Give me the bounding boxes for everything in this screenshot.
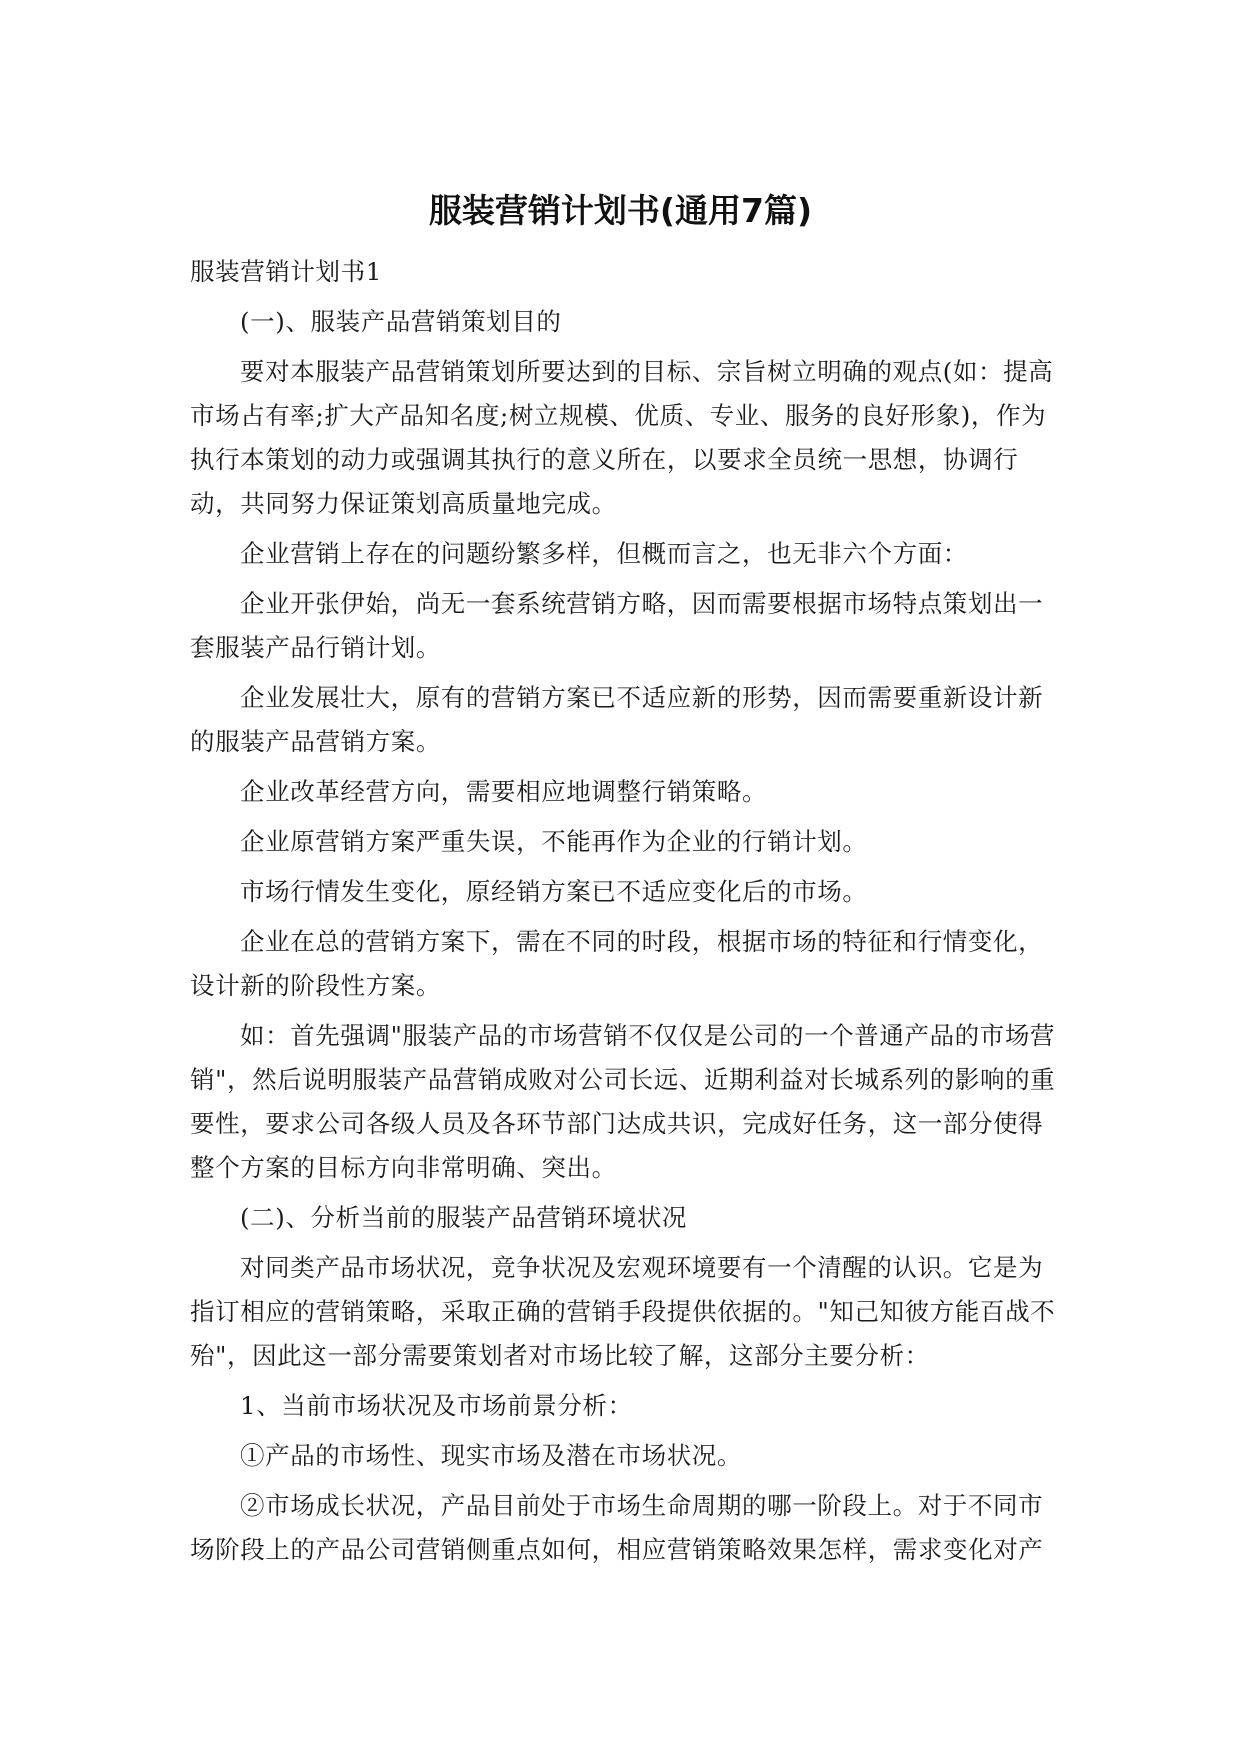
document-body [190, 250, 1060, 1578]
paragraph: 企业发展壮大，原有的营销方案已不适应新的形势，因而需要重新设计新的服装产品营销方案。 [190, 683, 1044, 756]
paragraph: 如：首先强调"服装产品的市场营销不仅仅是公司的一个普通产品的市场营销"，然后说明服装产品营销成败对公司长远、近期利益对长城系列的影响的重要性，要求公司各级人员及各环节部门达成共识，完成好任务，这一部分使得整个方案的目标方向非常明确、突出。 [190, 1021, 1056, 1182]
paragraph: 对同类产品市场状况，竞争状况及宏观环境要有一个清醒的认识。它是为指订相应的营销策略，采取正确的营销手段提供依据的。"知己知彼方能百战不殆"，因此这一部分需要策划者对市场比较了解，这部分主要分析： [190, 1253, 1056, 1370]
paragraph: 1、当前市场状况及市场前景分析： [240, 1391, 633, 1420]
document-title: 服装营销计划书(通用7篇) [428, 191, 813, 230]
paragraph: 企业改革经营方向，需要相应地调整行销策略。 [240, 777, 768, 806]
paragraph: ①产品的市场性、现实市场及潜在市场状况。 [240, 1441, 742, 1470]
paragraph: 企业开张伊始，尚无一套系统营销方略，因而需要根据市场特点策划出一套服装产品行销计划。 [190, 589, 1044, 662]
paragraph: ②市场成长状况，产品目前处于市场生命周期的哪一阶段上。对于不同市场阶段上的产品公司营销侧重点如何，相应营销策略效果怎样，需求变化对产 [190, 1491, 1044, 1564]
paragraph: 企业原营销方案严重失误，不能再作为企业的行销计划。 [240, 827, 868, 856]
paragraph: 企业营销上存在的问题纷繁多样，但概而言之，也无非六个方面： [240, 539, 968, 568]
paragraph: 企业在总的营销方案下，需在不同的时段，根据市场的特征和行情变化，设计新的阶段性方案。 [190, 927, 1044, 1000]
paragraph: (一)、服装产品营销策划目的 [240, 307, 562, 336]
paragraph: (二)、分析当前的服装产品营销环境状况 [240, 1203, 688, 1232]
paragraph: 要对本服装产品营销策划所要达到的目标、宗旨树立明确的观点(如：提高市场占有率;扩大产品知名度;树立规模、优质、专业、服务的良好形象)，作为执行本策划的动力或强调其执行的意义所在，以要求全员统一思想，协调行动，共同努力保证策划高质量地完成。 [190, 357, 1054, 518]
paragraph: 服装营销计划书1 [190, 257, 382, 286]
paragraph: 市场行情发生变化，原经销方案已不适应变化后的市场。 [240, 877, 868, 906]
